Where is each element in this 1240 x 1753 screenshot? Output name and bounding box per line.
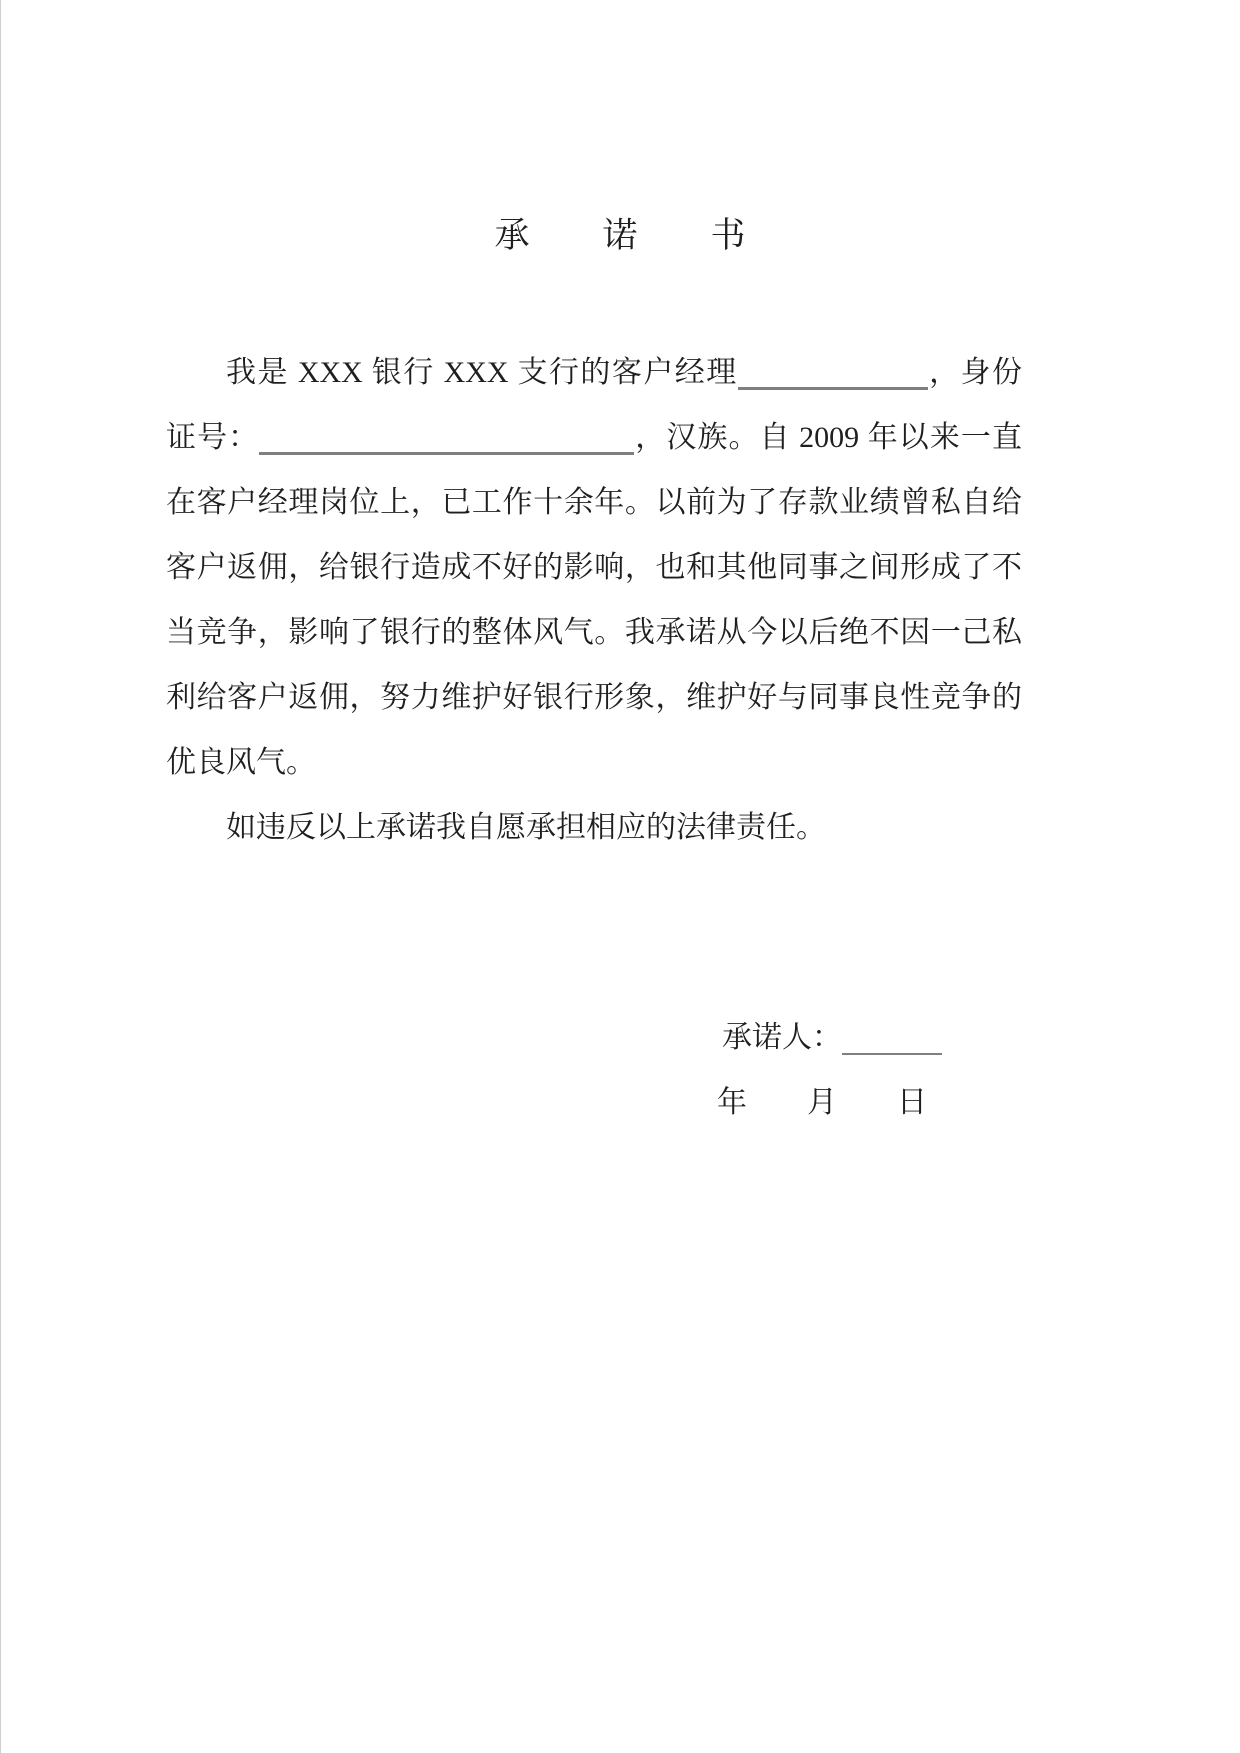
- id-number-blank: [259, 452, 634, 455]
- body-paragraph-2: 如违反以上承诺我自愿承担相应的法律责任。: [226, 811, 826, 844]
- manager-name-blank: [738, 387, 928, 390]
- signature-line: [166, 1005, 1022, 1070]
- document-title: 承 诺 书: [494, 216, 747, 255]
- document-body: [166, 340, 1022, 1135]
- signature-block: [166, 1005, 1022, 1135]
- signature-blank: [842, 1053, 942, 1055]
- paragraph1-text-intro: 我是 XXX 银行 XXX 支行的客户经理: [226, 356, 738, 389]
- signature-label: 承诺人：: [722, 1021, 842, 1054]
- body-paragraph-1: [166, 340, 1022, 795]
- paragraph1-text-id-label: ，身份证号：: [166, 356, 1023, 454]
- date-line: 年 月 日: [717, 1086, 927, 1119]
- paragraph1-text-main: ，汉族。自 2009 年以来一直在客户经理岗位上，已工作十余年。以前为了存款业绩曾私自给客户返佣，给银行造成不好的影响，也和其他同事之间形成了不当竞争，影响了银行的整体风气。我承诺从今以后绝不因一己私利给客户返佣，努力维护好银行形象，维护好与同事良性竞争的优良风气。: [166, 421, 1023, 779]
